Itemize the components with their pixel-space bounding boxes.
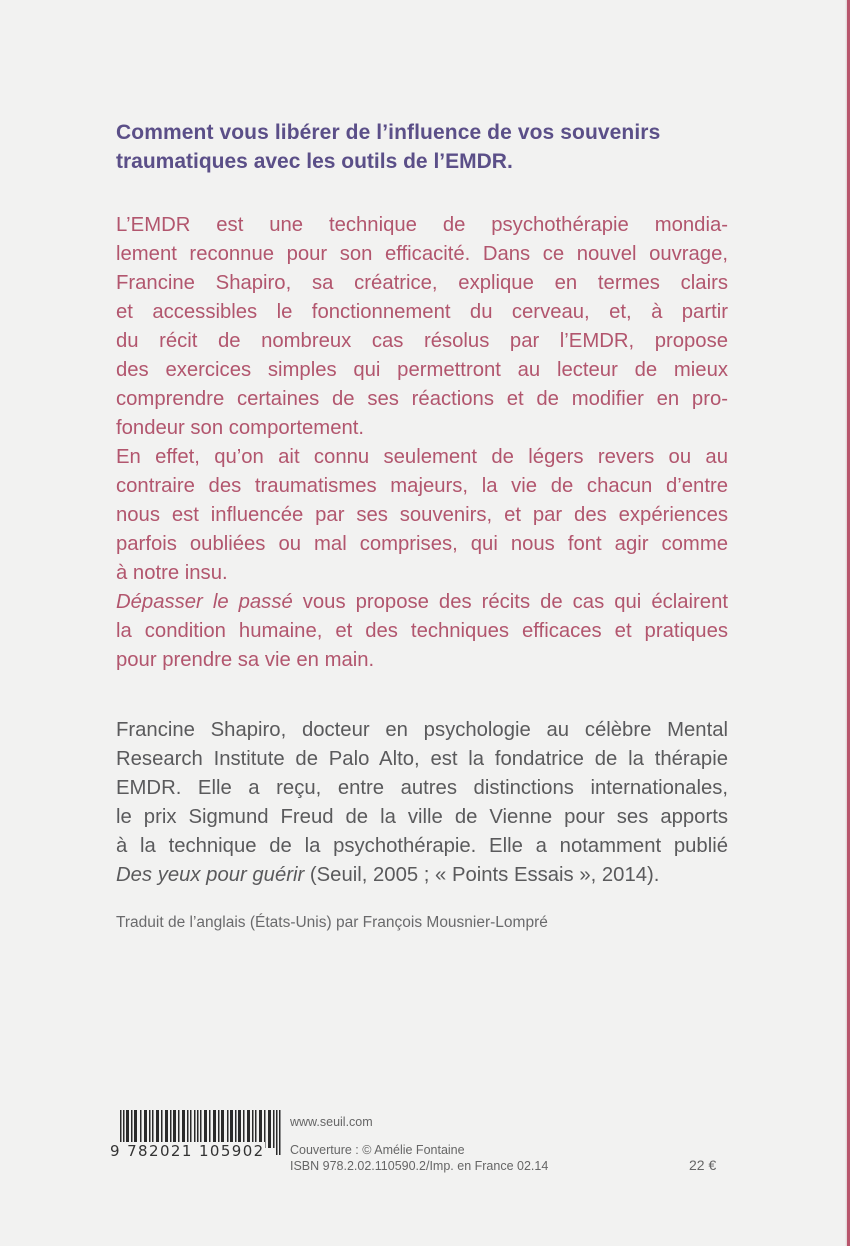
author-bio	[116, 716, 728, 890]
book-title: Dépasser le passé	[116, 591, 293, 613]
bio-line: Francine Shapiro, docteur en psychologie au célèbre Mental	[116, 719, 728, 741]
description-line: pour prendre sa vie en main.	[116, 649, 375, 671]
description-line: à notre insu.	[116, 562, 228, 584]
closing-text: vous propose des récits de cas qui éclairent	[292, 591, 728, 613]
bio-line: Research Institute de Palo Alto, est la fondatrice de la thérapie	[116, 748, 728, 770]
isbn-barcode	[110, 1110, 282, 1162]
cover-credit: Couverture : © Amélie Fontaine	[290, 1143, 465, 1157]
bio-text: (Seuil, 2005 ; « Points Essais », 2014).	[304, 864, 660, 886]
previous-book-title: Des yeux pour guérir	[116, 864, 305, 886]
description-line: fondeur son comportement.	[116, 417, 365, 439]
barcode-number: 9 782021 105902	[110, 1142, 265, 1160]
description-line: Francine Shapiro, sa créatrice, explique en termes clairs	[116, 272, 728, 294]
description-line: du récit de nombreux cas résolus par l’EMDR, propose	[116, 330, 728, 352]
description-line: parfois oubliées ou mal comprises, qui nous font agir comme	[116, 533, 728, 555]
back-cover-heading	[116, 118, 728, 176]
description-line: L’EMDR est une technique de psychothérapie mondia-	[116, 214, 728, 236]
description-paragraph	[116, 211, 728, 675]
barcode-digits	[110, 1142, 265, 1160]
description-line: comprendre certaines de ses réactions et de modifier en pro-	[116, 388, 728, 410]
description-line: et accessibles le fonctionnement du cerveau, et, à partir	[116, 301, 728, 323]
bio-line: le prix Sigmund Freud de la ville de Vienne pour ses apports	[116, 806, 728, 828]
description-closing-line	[116, 588, 728, 617]
translator-credit: Traduit de l’anglais (États-Unis) par François Mousnier-Lompré	[116, 914, 548, 931]
description-line: nous est influencée par ses souvenirs, et par des expériences	[116, 504, 728, 526]
description-line: contraire des traumatismes majeurs, la vie de chacun d’entre	[116, 475, 728, 497]
description-line: des exercices simples qui permettront au lecteur de mieux	[116, 359, 728, 381]
heading-line: traumatiques avec les outils de l’EMDR.	[116, 150, 513, 173]
heading-line: Comment vous libérer de l’influence de vos souvenirs	[116, 121, 661, 144]
isbn-line: ISBN 978.2.02.110590.2/Imp. en France 02.14	[290, 1159, 549, 1173]
bio-line: EMDR. Elle a reçu, entre autres distinctions internationales,	[116, 777, 728, 799]
description-line: lement reconnue pour son efficacité. Dans ce nouvel ouvrage,	[116, 243, 728, 265]
bio-last-line	[116, 861, 728, 890]
publisher-website: www.seuil.com	[290, 1115, 373, 1129]
bio-line: à la technique de la psychothérapie. Elle a notamment publié	[116, 835, 728, 857]
description-line: la condition humaine, et des techniques efficaces et pratiques	[116, 620, 728, 642]
description-line: En effet, qu’on ait connu seulement de légers revers ou au	[116, 446, 728, 468]
price-label: 22 €	[689, 1157, 717, 1173]
